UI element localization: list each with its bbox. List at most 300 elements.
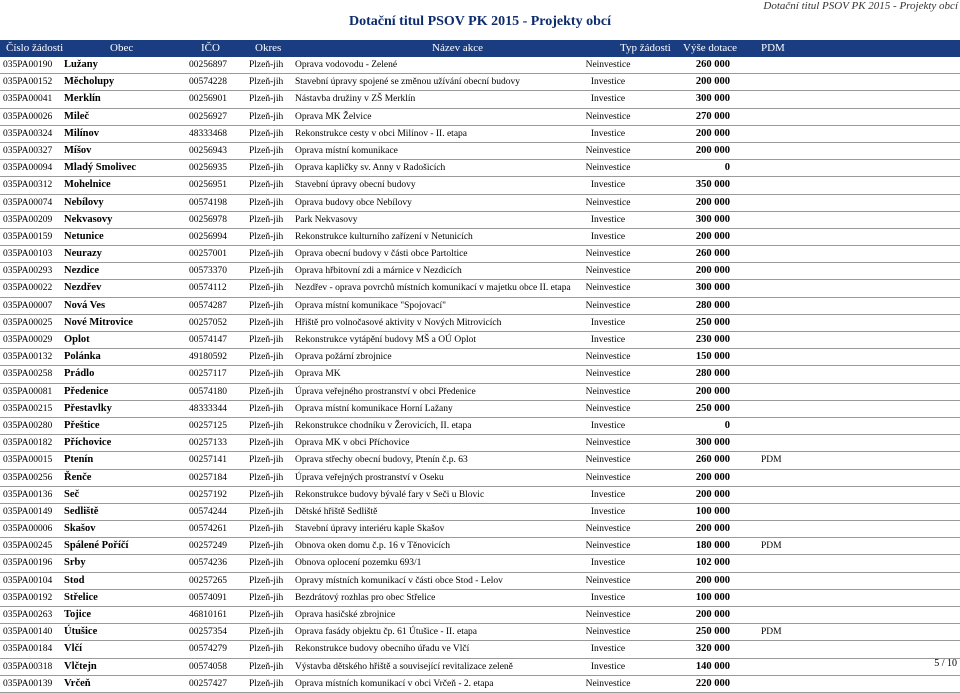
cell-obec: Netunice — [64, 230, 104, 242]
cell-typ: Neinvestice — [585, 283, 631, 294]
cell-obec: Nezdřev — [64, 282, 102, 294]
cell-nazev: Oprava obecní budovy v části obce Partoltice — [295, 249, 468, 260]
header-okres: Okres — [255, 42, 282, 54]
cell-vyse: 300 000 — [695, 282, 730, 294]
cell-okres: Plzeň-jih — [249, 300, 284, 311]
cell-ico: 00256935 — [189, 163, 227, 174]
cell-obec: Nezdice — [64, 265, 99, 277]
cell-vyse: 200 000 — [695, 265, 730, 277]
cell-ico: 00256943 — [189, 145, 227, 156]
cell-ico: 00574228 — [189, 77, 227, 88]
table-row — [0, 74, 960, 91]
cell-obec: Milínov — [64, 127, 100, 139]
cell-okres: Plzeň-jih — [249, 335, 284, 345]
cell-ico: 00574244 — [189, 506, 227, 517]
cell-nazev: Rekonstrukce vytápění budovy MŠ a OÚ Oplot — [295, 335, 477, 345]
cell-ico: 00257184 — [189, 472, 227, 483]
cell-vyse: 300 000 — [695, 93, 730, 105]
table-row — [0, 676, 960, 693]
cell-typ: Neinvestice — [585, 627, 631, 638]
table-row — [0, 91, 960, 108]
cell-obec: Vlčí — [64, 643, 83, 655]
cell-nazev: Oprava hasičské zbrojnice — [295, 610, 396, 620]
cell-nazev: Rekonstrukce kulturního zařízení v Netunicích — [295, 231, 473, 242]
cell-obec: Neurazy — [64, 248, 102, 260]
cell-obec: Spálené Poříčí — [64, 540, 129, 552]
cell-ico: 00257354 — [189, 627, 227, 638]
cell-okres: Plzeň-jih — [249, 352, 284, 363]
cell-nazev: Oprava fasády objektu čp. 61 Útušice - II. etapa — [295, 627, 478, 638]
cell-obec: Prádlo — [64, 368, 95, 380]
cell-nazev: Bezdrátový rozhlas pro obec Střelice — [295, 592, 436, 603]
cell-vyse: 350 000 — [695, 179, 730, 191]
cell-number: 035PA00327 — [3, 145, 53, 156]
cell-nazev: Výstavba dětského hřiště a související revitalizace zeleně — [295, 661, 513, 672]
table-row — [0, 246, 960, 263]
cell-vyse: 200 000 — [695, 385, 730, 397]
cell-nazev: Rekonstrukce cesty v obci Milínov - II. etapa — [295, 128, 468, 139]
header-vyse: Výše dotace — [683, 42, 738, 54]
cell-ico: 00573370 — [189, 266, 227, 277]
table-row — [0, 555, 960, 572]
cell-obec: Mladý Smolivec — [64, 162, 137, 174]
cell-nazev: Dětské hřiště Sedliště — [295, 506, 378, 517]
table-row — [0, 504, 960, 521]
cell-nazev: Úprava veřejného prostranství v obci Předenice — [295, 386, 476, 397]
cell-ico: 00256897 — [189, 60, 227, 70]
cell-number: 035PA00192 — [3, 592, 53, 603]
cell-ico: 00574279 — [189, 644, 227, 655]
cell-typ: Investice — [590, 506, 626, 517]
cell-vyse: 260 000 — [695, 59, 730, 70]
cell-typ: Investice — [590, 489, 626, 500]
cell-typ: Neinvestice — [585, 300, 631, 311]
table-row — [0, 143, 960, 160]
cell-typ: Neinvestice — [585, 60, 631, 70]
cell-okres: Plzeň-jih — [249, 386, 284, 397]
cell-typ: Investice — [590, 335, 626, 345]
cell-obec: Mileč — [64, 110, 90, 122]
table-row — [0, 521, 960, 538]
cell-vyse: 270 000 — [695, 110, 730, 122]
table-row — [0, 418, 960, 435]
cell-ico: 48333344 — [189, 403, 227, 414]
cell-obec: Míšov — [64, 144, 92, 156]
cell-vyse: 300 000 — [695, 437, 730, 449]
cell-nazev: Stavební úpravy obecní budovy — [295, 180, 416, 191]
cell-okres: Plzeň-jih — [249, 60, 284, 70]
cell-obec: Oplot — [64, 334, 90, 345]
cell-obec: Tojice — [64, 609, 92, 620]
header-ico: IČO — [201, 42, 220, 54]
cell-vyse: 102 000 — [695, 557, 730, 569]
cell-typ: Investice — [590, 128, 626, 139]
cell-nazev: Obnova oplocení pozemku 693/1 — [295, 558, 422, 569]
cell-typ: Neinvestice — [585, 541, 631, 552]
cell-okres: Plzeň-jih — [249, 644, 284, 655]
table-row — [0, 573, 960, 590]
cell-okres: Plzeň-jih — [249, 145, 284, 156]
cell-nazev: Oprava MK v obci Příchovice — [295, 438, 410, 449]
cell-vyse: 260 000 — [695, 454, 730, 466]
cell-number: 035PA00149 — [3, 506, 53, 517]
table-row — [0, 263, 960, 280]
cell-number: 035PA00280 — [3, 420, 53, 431]
cell-number: 035PA00152 — [3, 77, 53, 88]
cell-vyse: 280 000 — [695, 299, 730, 311]
cell-number: 035PA00006 — [3, 524, 53, 535]
cell-okres: Plzeň-jih — [249, 541, 284, 552]
cell-number: 035PA00081 — [3, 386, 53, 397]
table-row — [0, 349, 960, 366]
cell-typ: Investice — [590, 317, 626, 328]
page-title: Dotační titul PSOV PK 2015 - Projekty obcí — [349, 14, 611, 29]
cell-obec: Řenče — [64, 471, 92, 483]
cell-typ: Neinvestice — [585, 403, 631, 414]
table-row — [0, 366, 960, 383]
cell-vyse: 200 000 — [695, 144, 730, 156]
cell-obec: Střelice — [64, 591, 98, 603]
table-row — [0, 177, 960, 194]
cell-nazev: Oprava střechy obecní budovy, Ptenín č.p. 63 — [295, 455, 468, 466]
cell-okres: Plzeň-jih — [249, 214, 284, 225]
cell-typ: Investice — [590, 94, 626, 105]
cell-number: 035PA00312 — [3, 180, 53, 191]
table-row — [0, 109, 960, 126]
cell-vyse: 230 000 — [695, 334, 730, 345]
cell-obec: Předenice — [64, 385, 109, 397]
cell-number: 035PA00258 — [3, 369, 53, 380]
cell-number: 035PA00029 — [3, 335, 53, 345]
cell-number: 035PA00215 — [3, 403, 53, 414]
cell-ico: 00256927 — [189, 111, 227, 122]
cell-okres: Plzeň-jih — [249, 506, 284, 517]
cell-ico: 00257052 — [189, 317, 227, 328]
cell-number: 035PA00139 — [3, 678, 53, 689]
cell-okres: Plzeň-jih — [249, 627, 284, 638]
cell-okres: Plzeň-jih — [249, 128, 284, 139]
table-body — [0, 57, 960, 693]
cell-nazev: Obnova oken domu č.p. 16 v Těnovicích — [295, 541, 450, 552]
cell-nazev: Rekonstrukce budovy bývalé fary v Seči u Blovic — [295, 489, 485, 500]
cell-ico: 00257133 — [189, 438, 227, 449]
cell-ico: 00256978 — [189, 214, 227, 225]
table-row — [0, 659, 960, 676]
cell-typ: Neinvestice — [585, 111, 631, 122]
cell-nazev: Rekonstrukce chodníku v Žerovicích, II. etapa — [295, 420, 472, 431]
cell-obec: Lužany — [64, 59, 98, 70]
cell-ico: 49180592 — [189, 352, 227, 363]
table-row — [0, 401, 960, 418]
cell-vyse: 220 000 — [695, 677, 730, 689]
cell-vyse: 200 000 — [695, 127, 730, 139]
cell-obec: Polánka — [64, 351, 101, 363]
cell-typ: Neinvestice — [585, 438, 631, 449]
cell-ico: 00574236 — [189, 558, 227, 569]
cell-typ: Neinvestice — [585, 163, 631, 174]
cell-okres: Plzeň-jih — [249, 369, 284, 380]
table-row — [0, 195, 960, 212]
table-row — [0, 435, 960, 452]
cell-obec: Útušice — [64, 626, 98, 638]
cell-ico: 00257001 — [189, 249, 227, 260]
cell-ico: 00256951 — [189, 180, 227, 191]
cell-ico: 00256994 — [189, 231, 227, 242]
table-row — [0, 280, 960, 297]
cell-okres: Plzeň-jih — [249, 455, 284, 466]
cell-typ: Investice — [590, 661, 626, 672]
cell-typ: Investice — [590, 231, 626, 242]
cell-obec: Nekvasovy — [64, 213, 113, 225]
cell-nazev: Oprava MK — [295, 369, 341, 380]
cell-typ: Neinvestice — [585, 472, 631, 483]
cell-okres: Plzeň-jih — [249, 403, 284, 414]
cell-typ: Neinvestice — [585, 575, 631, 586]
cell-vyse: 200 000 — [695, 471, 730, 483]
cell-ico: 00257125 — [189, 420, 227, 431]
cell-okres: Plzeň-jih — [249, 558, 284, 569]
cell-okres: Plzeň-jih — [249, 197, 284, 208]
cell-obec: Mohelnice — [64, 179, 111, 191]
table-row — [0, 315, 960, 332]
table-row — [0, 212, 960, 229]
cell-obec: Příchovice — [64, 437, 112, 449]
cell-number: 035PA00136 — [3, 489, 53, 500]
cell-obec: Nebílovy — [64, 196, 104, 208]
cell-nazev: Nezdřev - oprava povrchů místních komunikací v majetku obce II. etapa — [295, 283, 571, 294]
header-obec: Obec — [110, 42, 134, 54]
table-header — [0, 40, 960, 57]
cell-obec: Nové Mitrovice — [64, 316, 133, 328]
cell-nazev: Oprava místní komunikace "Spojovací" — [295, 300, 447, 311]
cell-number: 035PA00041 — [3, 94, 53, 105]
cell-vyse: 320 000 — [695, 643, 730, 655]
cell-number: 035PA00190 — [3, 60, 53, 70]
cell-ico: 00574091 — [189, 592, 227, 603]
cell-nazev: Oprava hřbitovní zdi a márnice v Nezdicích — [295, 266, 462, 277]
cell-okres: Plzeň-jih — [249, 266, 284, 277]
cell-vyse: 250 000 — [695, 316, 730, 328]
cell-typ: Neinvestice — [585, 197, 631, 208]
table-row — [0, 538, 960, 555]
cell-obec: Srby — [64, 557, 86, 569]
cell-ico: 46810161 — [189, 610, 227, 620]
cell-okres: Plzeň-jih — [249, 249, 284, 260]
cell-obec: Stod — [64, 574, 85, 586]
cell-okres: Plzeň-jih — [249, 94, 284, 105]
cell-vyse: 200 000 — [695, 609, 730, 620]
cell-ico: 00574112 — [189, 283, 227, 294]
cell-vyse: 300 000 — [695, 213, 730, 225]
table-row — [0, 332, 960, 349]
cell-typ: Investice — [590, 420, 626, 431]
cell-okres: Plzeň-jih — [249, 420, 284, 431]
cell-ico: 00574198 — [189, 197, 227, 208]
cell-nazev: Oprava požární zbrojnice — [295, 352, 392, 363]
cell-okres: Plzeň-jih — [249, 317, 284, 328]
cell-number: 035PA00025 — [3, 317, 53, 328]
cell-number: 035PA00184 — [3, 644, 53, 655]
cell-number: 035PA00132 — [3, 352, 53, 363]
header-pdm: PDM — [761, 42, 785, 54]
cell-okres: Plzeň-jih — [249, 524, 284, 535]
cell-nazev: Stavební úpravy spojené se změnou užívání obecní budovy — [295, 77, 521, 88]
cell-nazev: Hřiště pro volnočasové aktivity v Nových Mitrovicích — [295, 317, 502, 328]
cell-number: 035PA00159 — [3, 231, 53, 242]
cell-ico: 00256901 — [189, 94, 227, 105]
cell-typ: Investice — [590, 592, 626, 603]
header-nazev: Název akce — [432, 42, 483, 54]
cell-ico: 00574261 — [189, 524, 227, 535]
table-row — [0, 470, 960, 487]
cell-okres: Plzeň-jih — [249, 661, 284, 672]
cell-obec: Seč — [64, 488, 80, 500]
cell-nazev: Úprava veřejných prostranství v Oseku — [295, 472, 444, 483]
cell-typ: Neinvestice — [585, 386, 631, 397]
cell-obec: Ptenín — [64, 454, 94, 466]
cell-vyse: 200 000 — [695, 230, 730, 242]
cell-nazev: Oprava vodovodu - Zelené — [295, 60, 398, 70]
cell-vyse: 200 000 — [695, 488, 730, 500]
cell-typ: Neinvestice — [585, 145, 631, 156]
cell-number: 035PA00318 — [3, 661, 53, 672]
cell-okres: Plzeň-jih — [249, 438, 284, 449]
cell-ico: 00257141 — [189, 455, 227, 466]
cell-vyse: 100 000 — [695, 591, 730, 603]
cell-nazev: Oprava místní komunikace — [295, 145, 398, 156]
table-row — [0, 624, 960, 641]
table-row — [0, 590, 960, 607]
cell-nazev: Stavební úpravy interiéru kaple Skašov — [295, 524, 445, 535]
cell-number: 035PA00103 — [3, 249, 53, 260]
cell-okres: Plzeň-jih — [249, 575, 284, 586]
cell-ico: 00257265 — [189, 575, 227, 586]
cell-number: 035PA00256 — [3, 472, 53, 483]
table-row — [0, 57, 960, 74]
table-row — [0, 487, 960, 504]
header-cislo: Číslo žádosti — [6, 42, 64, 54]
cell-typ: Investice — [590, 180, 626, 191]
cell-vyse: 0 — [724, 162, 730, 174]
cell-ico: 00574058 — [189, 661, 227, 672]
table-row — [0, 384, 960, 401]
cell-okres: Plzeň-jih — [249, 111, 284, 122]
cell-ico: 48333468 — [189, 128, 227, 139]
table-row — [0, 298, 960, 315]
cell-vyse: 180 000 — [695, 540, 730, 552]
cell-vyse: 0 — [724, 419, 730, 431]
cell-vyse: 150 000 — [695, 351, 730, 363]
cell-vyse: 100 000 — [695, 505, 730, 517]
cell-okres: Plzeň-jih — [249, 231, 284, 242]
cell-number: 035PA00026 — [3, 111, 53, 122]
cell-nazev: Oprava budovy obce Nebílovy — [295, 197, 412, 208]
cell-okres: Plzeň-jih — [249, 610, 284, 620]
cell-nazev: Oprava místní komunikace Horní Lažany — [295, 403, 453, 414]
cell-ico: 00574147 — [189, 335, 227, 345]
cell-ico: 00257117 — [189, 369, 227, 380]
cell-okres: Plzeň-jih — [249, 283, 284, 294]
cell-okres: Plzeň-jih — [249, 163, 284, 174]
cell-obec: Měcholupy — [64, 76, 115, 88]
cell-ico: 00574180 — [189, 386, 227, 397]
cell-typ: Investice — [590, 214, 626, 225]
cell-obec: Přestavlky — [64, 402, 112, 414]
cell-number: 035PA00022 — [3, 283, 53, 294]
cell-ico: 00257427 — [189, 678, 227, 689]
cell-nazev: Oprava místních komunikací v obci Vrčeň - 2. etapa — [295, 678, 494, 689]
cell-number: 035PA00293 — [3, 266, 53, 277]
cell-number: 035PA00140 — [3, 627, 53, 638]
cell-nazev: Rekonstrukce budovy obecního úřadu ve Vlčí — [295, 644, 470, 655]
corner-document-title: Dotační titul PSOV PK 2015 - Projekty obcí — [763, 0, 958, 12]
cell-number: 035PA00263 — [3, 610, 53, 620]
cell-obec: Vlčtejn — [64, 660, 97, 672]
cell-number: 035PA00196 — [3, 558, 53, 569]
cell-okres: Plzeň-jih — [249, 678, 284, 689]
cell-okres: Plzeň-jih — [249, 77, 284, 88]
cell-vyse: 200 000 — [695, 523, 730, 535]
cell-number: 035PA00245 — [3, 541, 53, 552]
cell-ico: 00257192 — [189, 489, 227, 500]
cell-typ: Investice — [590, 644, 626, 655]
header-typ: Typ žádosti — [620, 42, 671, 54]
cell-obec: Merklín — [64, 93, 101, 105]
cell-vyse: 260 000 — [695, 248, 730, 260]
cell-typ: Neinvestice — [585, 455, 631, 466]
cell-vyse: 200 000 — [695, 196, 730, 208]
cell-vyse: 250 000 — [695, 626, 730, 638]
cell-typ: Neinvestice — [585, 249, 631, 260]
cell-vyse: 280 000 — [695, 368, 730, 380]
cell-typ: Neinvestice — [585, 610, 631, 620]
cell-typ: Neinvestice — [585, 524, 631, 535]
cell-number: 035PA00007 — [3, 300, 53, 311]
cell-number: 035PA00324 — [3, 128, 53, 139]
table-row — [0, 641, 960, 658]
cell-pdm: PDM — [761, 627, 782, 638]
cell-obec: Skašov — [64, 523, 96, 535]
table-row — [0, 229, 960, 246]
cell-obec: Nová Ves — [64, 299, 106, 311]
cell-ico: 00574287 — [189, 300, 227, 311]
cell-nazev: Park Nekvasovy — [295, 214, 358, 225]
cell-okres: Plzeň-jih — [249, 472, 284, 483]
cell-okres: Plzeň-jih — [249, 592, 284, 603]
cell-typ: Investice — [590, 77, 626, 88]
cell-pdm: PDM — [761, 541, 782, 552]
page-number: 5 / 10 — [934, 658, 957, 669]
cell-typ: Neinvestice — [585, 266, 631, 277]
cell-obec: Sedliště — [64, 505, 99, 517]
cell-vyse: 140 000 — [695, 660, 730, 672]
cell-nazev: Opravy místních komunikací v části obce Stod - Lelov — [295, 575, 503, 586]
cell-typ: Investice — [590, 558, 626, 569]
cell-number: 035PA00094 — [3, 163, 53, 174]
table-row — [0, 126, 960, 143]
cell-vyse: 250 000 — [695, 402, 730, 414]
cell-number: 035PA00015 — [3, 455, 53, 466]
cell-obec: Přeštice — [64, 419, 100, 431]
cell-typ: Neinvestice — [585, 352, 631, 363]
cell-nazev: Oprava kapličky sv. Anny v Radošicích — [295, 163, 446, 174]
cell-obec: Vrčeň — [64, 677, 91, 689]
cell-okres: Plzeň-jih — [249, 180, 284, 191]
cell-okres: Plzeň-jih — [249, 489, 284, 500]
cell-vyse: 200 000 — [695, 76, 730, 88]
cell-typ: Neinvestice — [585, 369, 631, 380]
cell-number: 035PA00074 — [3, 197, 53, 208]
